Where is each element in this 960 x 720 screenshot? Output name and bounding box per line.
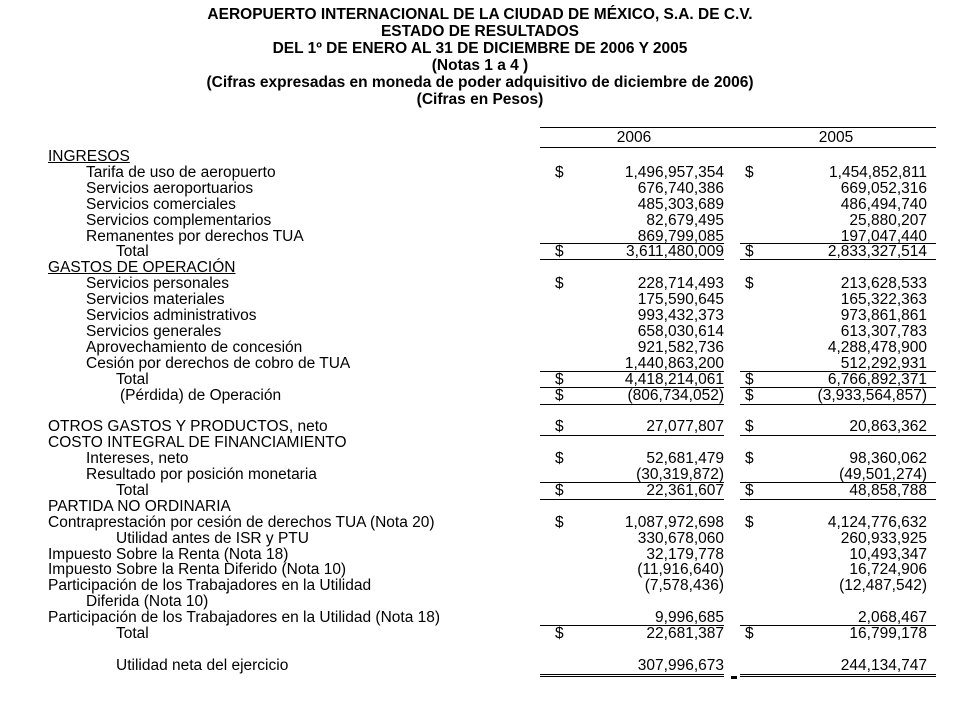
row-label: Utilidad antes de ISR y PTU xyxy=(116,529,309,547)
currency-symbol: $ xyxy=(555,370,564,388)
statement-row xyxy=(0,244,960,260)
statement-row xyxy=(0,197,960,213)
value-2005: (3,933,564,857) xyxy=(817,386,927,404)
currency-symbol: $ xyxy=(745,163,754,181)
value-2006: 1,496,957,354 xyxy=(624,163,724,181)
value-2005: 244,134,747 xyxy=(840,656,927,674)
value-2005: 512,292,931 xyxy=(840,354,927,372)
currency-symbol: $ xyxy=(745,275,754,293)
value-2006: (7,578,436) xyxy=(644,577,724,595)
currency-symbol: $ xyxy=(745,243,754,261)
value-2005: 613,307,783 xyxy=(840,322,927,340)
statement-row xyxy=(0,451,960,467)
currency-symbol: $ xyxy=(745,625,754,642)
value-2005: 165,322,363 xyxy=(840,291,927,309)
row-label: Servicios comerciales xyxy=(86,195,236,213)
currency-symbol: $ xyxy=(555,243,564,261)
value-2005: 486,494,740 xyxy=(840,195,927,213)
column-2006: 2006 xyxy=(616,129,652,146)
subtotal-rule xyxy=(540,243,724,244)
row-label: Servicios personales xyxy=(86,275,230,293)
value-2006: 175,590,645 xyxy=(637,291,724,309)
statement-row xyxy=(0,562,960,578)
value-2005: 48,858,788 xyxy=(849,481,927,499)
statement-row xyxy=(0,260,960,276)
statement-row xyxy=(0,181,960,197)
statement-row xyxy=(0,388,960,404)
value-2005: 20,863,362 xyxy=(849,418,927,436)
period-line: DEL 1º DE ENERO AL 31 DE DICIEMBRE DE 2006 Y 2005 xyxy=(272,40,688,57)
currency-note: (Cifras expresadas en moneda de poder adquisitivo de diciembre de 2006) xyxy=(206,74,754,91)
column-headers xyxy=(0,130,960,146)
column-header-rule xyxy=(540,127,936,128)
statement-row xyxy=(0,531,960,547)
statement-row xyxy=(0,658,960,674)
row-label: Total xyxy=(116,481,149,499)
value-2005: 25,880,207 xyxy=(849,211,927,229)
statement-row xyxy=(0,276,960,292)
currency-symbol: $ xyxy=(745,386,754,404)
value-2005: 260,933,925 xyxy=(840,529,927,547)
subtotal-rule xyxy=(540,625,724,626)
currency-symbol: $ xyxy=(745,418,754,436)
statement-row xyxy=(0,340,960,356)
statement-row xyxy=(0,483,960,499)
value-2006: (30,319,872) xyxy=(636,466,724,483)
value-2006: 993,432,373 xyxy=(637,307,724,324)
statement-row xyxy=(0,435,960,451)
row-label: INGRESOS xyxy=(48,148,130,165)
value-2005: 197,047,440 xyxy=(840,227,927,245)
row-label: Contraprestación por cesión de derechos TUA (Nota 20) xyxy=(48,513,435,531)
value-2006: 869,799,085 xyxy=(637,227,724,245)
value-2005: 16,799,178 xyxy=(849,625,927,642)
currency-symbol: $ xyxy=(555,275,564,293)
subtotal-rule xyxy=(740,625,936,626)
value-2006: (806,734,052) xyxy=(627,386,724,404)
value-2006: 3,611,480,009 xyxy=(626,243,724,261)
value-2005: 1,454,852,811 xyxy=(829,163,927,181)
value-2006: 22,361,607 xyxy=(646,481,724,499)
row-label: Resultado por posición monetaria xyxy=(86,466,317,483)
value-2006: 27,077,807 xyxy=(646,418,724,436)
row-label: GASTOS DE OPERACIÓN xyxy=(48,259,236,277)
value-2006: 4,418,214,061 xyxy=(624,370,724,388)
statement-row xyxy=(0,213,960,229)
value-2006: 52,681,479 xyxy=(646,450,724,468)
value-2005: 98,360,062 xyxy=(849,450,927,468)
statement-row xyxy=(0,610,960,626)
currency-symbol: $ xyxy=(745,370,754,388)
row-label: (Pérdida) de Operación xyxy=(120,386,282,404)
subtotal-rule xyxy=(540,387,724,388)
subtotal-rule xyxy=(740,387,936,388)
currency-symbol: $ xyxy=(555,163,564,181)
currency-symbol: $ xyxy=(555,450,564,468)
row-label: Servicios materiales xyxy=(86,291,225,309)
row-label: Intereses, neto xyxy=(86,450,189,468)
row-label: COSTO INTEGRAL DE FINANCIAMIENTO xyxy=(48,434,347,452)
statement-row xyxy=(0,356,960,372)
value-2005: 4,124,776,632 xyxy=(827,513,927,531)
value-2006: 82,679,495 xyxy=(646,211,724,229)
value-2005: 16,724,906 xyxy=(849,561,927,579)
statement-row xyxy=(0,626,960,642)
row-label: Servicios administrativos xyxy=(86,307,257,324)
row-label: OTROS GASTOS Y PRODUCTOS, neto xyxy=(48,418,328,436)
currency-symbol: $ xyxy=(745,513,754,531)
double-rule xyxy=(740,676,936,677)
subtotal-rule xyxy=(740,243,936,244)
notes-reference: (Notas 1 a 4 ) xyxy=(431,57,529,74)
row-label: Total xyxy=(116,243,149,261)
value-2006: 9,996,685 xyxy=(655,609,724,627)
value-2005: 4,288,478,900 xyxy=(827,338,927,356)
value-2006: (11,916,640) xyxy=(637,561,724,579)
statement-row xyxy=(0,308,960,324)
subtotal-rule xyxy=(540,259,724,260)
value-2005: 669,052,316 xyxy=(840,179,927,197)
row-label: Tarifa de uso de aeropuerto xyxy=(86,163,276,181)
value-2006: 22,681,387 xyxy=(646,625,724,642)
statement-row xyxy=(0,499,960,515)
row-label: Servicios aeroportuarios xyxy=(86,179,254,197)
statement-row xyxy=(0,419,960,435)
value-2005: 213,628,533 xyxy=(840,275,927,293)
value-2006: 1,087,972,698 xyxy=(624,513,724,531)
value-2005: 2,068,467 xyxy=(858,609,927,627)
currency-symbol: $ xyxy=(555,513,564,531)
currency-symbol: $ xyxy=(555,625,564,642)
statement-row xyxy=(0,642,960,658)
value-2006: 307,996,673 xyxy=(637,656,724,674)
statement-row xyxy=(0,292,960,308)
value-2006: 921,582,736 xyxy=(637,338,724,356)
row-label: Utilidad neta del ejercicio xyxy=(116,656,289,674)
statement-row xyxy=(0,547,960,563)
statement-row xyxy=(0,578,960,594)
value-2006: 228,714,493 xyxy=(637,275,724,293)
row-label: Diferida (Nota 10) xyxy=(86,593,209,611)
statement-row xyxy=(0,515,960,531)
row-label: Impuesto Sobre la Renta Diferido (Nota 10) xyxy=(48,561,347,579)
value-2006: 676,740,386 xyxy=(637,179,724,197)
column-header-underline xyxy=(540,147,936,148)
value-2006: 658,030,614 xyxy=(637,322,724,340)
statement-row xyxy=(0,324,960,340)
statement-row xyxy=(0,594,960,610)
double-rule xyxy=(540,674,724,675)
value-2005: 6,766,892,371 xyxy=(827,370,927,388)
currency-symbol: $ xyxy=(555,481,564,499)
stray-mark xyxy=(731,676,737,679)
row-label: Total xyxy=(116,625,149,642)
subtotal-rule xyxy=(740,259,936,260)
statement-row xyxy=(0,467,960,483)
row-label: Impuesto Sobre la Renta (Nota 18) xyxy=(48,545,289,563)
double-rule xyxy=(540,676,724,677)
row-label: Servicios generales xyxy=(86,322,222,340)
value-2005: 973,861,861 xyxy=(840,307,927,324)
statement-row xyxy=(0,403,960,419)
row-label: PARTIDA NO ORDINARIA xyxy=(48,497,231,515)
value-2006: 32,179,778 xyxy=(646,545,724,563)
value-2005: 10,493,347 xyxy=(849,545,927,563)
subtotal-rule xyxy=(540,482,724,483)
row-label: Participación de los Trabajadores en la Utilidad (Nota 18) xyxy=(48,609,441,627)
company-name: AEROPUERTO INTERNACIONAL DE LA CIUDAD DE MÉXICO, S.A. DE C.V. xyxy=(207,6,753,23)
value-2005: (49,501,274) xyxy=(839,466,927,483)
statement-title: ESTADO DE RESULTADOS xyxy=(380,23,580,40)
currency-symbol: $ xyxy=(555,386,564,404)
double-rule xyxy=(740,674,936,675)
row-label: Servicios complementarios xyxy=(86,211,272,229)
subtotal-rule xyxy=(540,371,724,372)
currency-symbol: $ xyxy=(555,418,564,436)
currency-symbol: $ xyxy=(745,481,754,499)
column-2005: 2005 xyxy=(818,129,854,146)
value-2006: 1,440,863,200 xyxy=(624,354,724,372)
statement-row xyxy=(0,149,960,165)
subtotal-rule xyxy=(740,482,936,483)
currency-symbol: $ xyxy=(745,450,754,468)
units-note: (Cifras en Pesos) xyxy=(416,91,544,108)
row-label: Participación de los Trabajadores en la Utilidad xyxy=(48,577,372,595)
value-2006: 485,303,689 xyxy=(637,195,724,213)
row-label: Remanentes por derechos TUA xyxy=(86,227,304,245)
value-2005: 2,833,327,514 xyxy=(827,243,927,261)
row-label: Total xyxy=(116,370,149,388)
statement-row xyxy=(0,165,960,181)
row-label: Aprovechamiento de concesión xyxy=(86,338,303,356)
row-label: Cesión por derechos de cobro de TUA xyxy=(86,354,351,372)
value-2005: (12,487,542) xyxy=(839,577,927,595)
statement-row xyxy=(0,372,960,388)
subtotal-rule xyxy=(740,371,936,372)
value-2006: 330,678,060 xyxy=(637,529,724,547)
